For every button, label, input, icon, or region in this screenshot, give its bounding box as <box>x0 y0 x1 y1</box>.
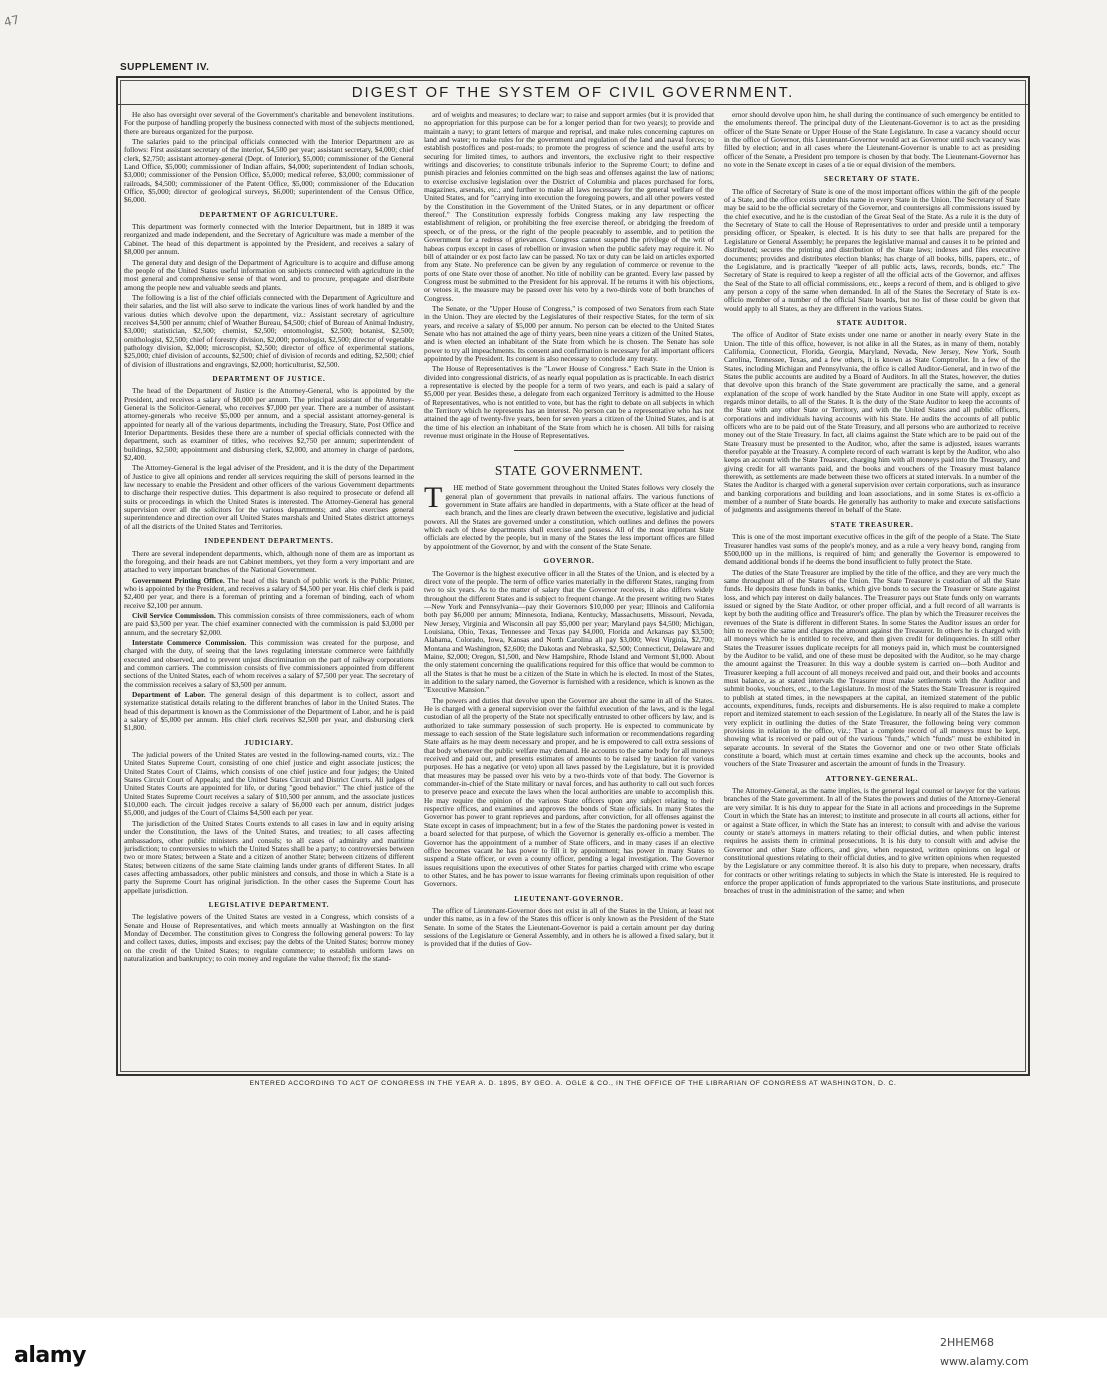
page-title: DIGEST OF THE SYSTEM OF CIVIL GOVERNMENT. <box>351 84 795 101</box>
section-heading-attorney-general: ATTORNEY-GENERAL. <box>825 774 919 783</box>
paragraph: The duties of the State Treasurer are implied by the title of the office, and they are very much the same throughout all of the States of the Union. The State Treasurer is custodian of all the State funds. He deposits these funds in banks, which give bonds to secure the Treasurer or State against loss, and which pay interest on daily balances. The Treasurer pays out State funds only on warrants issued or signed by the State Auditor, or other proper official, and a full record of all warrants is kept by both the auditing office and Treasurer's office. The plan by which the Treasurer receives the revenues of the State is different in different States. In some States the Auditor issues an order for him to receive the same and charges the amount against the Treasurer. In others he is charged with all moneys which he is entitled to receive, and then given credit for delinquencies. In still other States the Treasurer issues duplicate receipts for all moneys paid in, which must be countersigned by the Auditor to be valid, and one of these must be deposited with the Auditor, so he may charge the amount against the Treasurer. In this way a double system is carried on—both Auditor and Treasurer keeping a full account of all moneys received and paid out, and their books and accounts must balance, as at stated intervals the Treasurer must make settlements with the Auditor and submit books, vouchers, etc., to the Legislature. In most of the States the State Treasurer is required to publish at stated times, in the newspapers at the capital, an itemized statement of the public accounts, expenditures, funds, receipts and disbursements. He is also required to make a complete report and itemized statement to each session of the Legislature. In nearly all of the States the law is very explicit in outlining the duties of the State Treasurer, the following being very common provisions in relation to the office, viz.: That a complete record of all moneys must be kept, showing what is received or paid out of the various "funds," which "funds" must be exhibited in separate accounts. In several of the States the Governor and one or two other State officials constitute a board, which must at certain times examine and check up the accounts, books and vouchers of the State Treasurer and ascertain the amount of funds in the Treasury. <box>724 567 1020 769</box>
document-frame <box>116 76 1030 1076</box>
paragraph: The head of the Department of Justice is the Attorney-General, who is appointed by the President, and receives a salary of $8,000 per annum. The principal assistant of the Attorney-General is the Solicitor-General, who receives $7,000 per year. There are a number of assistant attorney-generals who receive $5,000 per annum, and a special assistant attorney-general is appointed for nearly all of the various departments, including the Treasury, State, Post Office and Interior Departments. Besides these there are a number of special officials connected with the department, such as examiner of titles, who receives $2,750 per annum; superintendent of buildings, $2,500; appointment and disbursing clerk, $2,000, and attorney in charge of pardons, $2,400. <box>124 386 414 463</box>
alamy-logo: alamy <box>14 1343 86 1368</box>
paragraph: He also has oversight over several of the Government's charitable and benevolent institutions. For the purpose of handling properly the business connected with most of the subjects mentioned, there are bureaus organized for the purpose. <box>124 111 414 136</box>
paragraph: The general duty and design of the Department of Agriculture is to acquire and diffuse among the people of the United States useful information on subjects connected with agriculture in the most general and comprehensive sense of that word, and to procure, propagate and distribute among the people new and valuable seeds and plants. <box>124 257 414 292</box>
paragraph-text: HE method of State government throughout the United States follows very closely the general plan of government that prevails in national affairs. The various functions of government in State affairs are handled in departments, with a State officer at the head of each branch, and the lines are clearly drawn between the executive, legislative and judicial powers. All the States are governed under a constitution, which outlines and defines the powers which each of these departments shall exercise and possess. All of the most important State officials are elected by the people, but in many of the States the less important offices are filled by appointment of the Governor, by and with the consent of the State Senate. <box>424 483 714 551</box>
paragraph-printing-office <box>124 577 414 610</box>
paragraph: The jurisdiction of the United States Courts extends to all cases in law and in equity arising under the Constitution, the laws of the United States, and treaties; to all cases affecting ambassadors, other public ministers and consuls; to all cases of admiralty and maritime jurisdiction; to controversies to which the United States shall be a party; to controversies between two or more States; between a State and a citizen of another State; between citizens of different States; between citizens of the same State claiming lands under grants of different States. In all cases affecting ambassadors, other public ministers and consuls, and those in which a State is a party the Supreme Court has original jurisdiction. In the other cases the Supreme Court has appellate jurisdiction. <box>124 818 414 895</box>
paragraph: The legislative powers of the United States are vested in a Congress, which consists of a Senate and House of Representatives, and which meets annually at Washington on the first Monday of December. The constitution gives to Congress the following general powers: To lay and collect taxes, duties, imposts and excises; pay the debts of the United States; borrow money on the credit of the United States; to regulate commerce; to establish uniform laws on naturalization and bankruptcy; to coin money and regulate the value thereof; fix the stand- <box>124 912 414 963</box>
paragraph: ernor should devolve upon him, he shall during the continuance of such emergency be entitled to the emoluments thereof. The principal duty of the Lieutenant-Governor is to act as the presiding officer of the State Senate or Upper House of the State Legislature. In case a vacancy should occur in the office of Governor, this Lieutenant-Governor would act as Governor until such vacancy was filled by election; and in all cases where the Lieutenant-Governor is unable to act as presiding officer of the Senate, a President pro tempore is chosen by that body. The Lieutenant-Governor has no vote in the Senate except in cases of a tie or equal division of the members. <box>724 111 1020 170</box>
paragraph: The Attorney-General is the legal adviser of the President, and it is the duty of the Department of Justice to give all opinions and render all services requiring the skill of persons learned in the law necessary to enable the President and other officers of the various Government departments to discharge their respective duties. This department is also required to prosecute or defend all suits or proceedings in which the United States is interested. The Attorney-General has general supervision over all the solicitors for the various departments; and also exercises general superintendence and direction over all United States marshals and United States district attorneys of all the districts of the United States and Territories. <box>124 463 414 531</box>
paragraph: The office of Auditor of State exists under one name or another in nearly every State in the Union. The title of this office, however, is not alike in all the States, as in many of them, notably California, Connecticut, Florida, Georgia, Maryland, Nevada, New Jersey, New York, South Carolina, Tennessee, Texas, and a few others, it is known as State Comptroller. In a few of the States, including Michigan and Pennsylvania, the office is called Auditor-General, and in two of the States the public accounts are audited by a Board of Auditors. In all the States, however, the duties that devolve upon this branch of the State government are practically the same, and a general explanation of the scope of work handled by the State Auditor in one State will apply, except as regards minor details, to all of the States. It is the duty of the State Auditor to keep the accounts of the State with any other State or Territory, and with the United States and all public officers, corporations and individuals having accounts with his State. He audits the accounts of all public officers who are to be paid out of the State Treasury, and all persons who are authorized to receive money out of the State Treasury. In fact, all claims against the State which are to be paid out of the State Treasury must be presented to the Auditor, who, after the same is adjusted, issues warrants therefor payable at the Treasury. A complete record of each warrant is kept by the Auditor, who also keeps an account with the State Treasurer, charging him with all moneys paid into the Treasury, and giving credit for all warrants paid, and the books and vouchers of the Treasury must balance therewith, as settlements are made between these two officers at stated intervals. In a number of the States the Auditor is charged with a general supervision over certain corporations, such as insurance and banking corporations and building and loan associations, and in some States is ex-officio a member of a number of State boards. He generally has authority to make and execute satisfactions of judgments and assignments thereof in behalf of the State. <box>724 330 1020 515</box>
paragraph: ard of weights and measures; to declare war; to raise and support armies (but it is provided that no appropriation for this purpose can be for a longer period than for two years); to provide and maintain a navy; to grant letters of marque and reprisal, and make rules concerning captures on land and water; to make rules for the government and regulation of the land and naval forces; to establish postoffices and post-roads; to promote the progress of science and the useful arts by securing for limited times, to authors and inventors, the exclusive right to their respective writings and discoveries; to constitute tribunals inferior to the Supreme Court; to define and punish piracies and felonies committed on the high seas and offenses against the law of nations; to exercise exclusive legislation over the District of Columbia and places purchased for forts, magazines, arsenals, etc.; and further to make all laws necessary for the general welfare of the United States, and for "carrying into execution the foregoing powers, and all other powers vested by the Constitution in the Government of the United States, or in any department or officer thereof." The Constitution expressly forbids Congress making any law respecting the establishment of religion, or prohibiting the free exercise thereof, or abridging the freedom of speech, or of the press, or the right of the people peaceably to assemble, and to petition the Government for a redress of grievances. Congress cannot suspend the privilege of the writ of habeas corpus except in cases of rebellion or invasion when the public safety may require it. No bill of attainder or ex post facto law can be passed. No tax or duty can be laid on articles exported from any State. No preference can be given by any regulation of commerce or revenue to the ports of one State over those of another. No title of nobility can be granted. Every law passed by Congress must be submitted to the President for his approval. If he returns it with his objections, or vetoes it, the measure may be passed over his veto by a two-thirds vote of both branches of Congress. <box>424 111 714 303</box>
section-heading-state-treasurer: STATE TREASURER. <box>830 520 914 529</box>
column-3 <box>724 111 1020 1068</box>
paragraph-interstate-commerce <box>124 639 414 689</box>
paragraph: There are several independent departments, which, although none of them are as important as the foregoing, and their heads are not Cabinet members, yet they form a very important and are attached to very important branches of the National Government. <box>124 548 414 575</box>
paragraph: The judicial powers of the United States are vested in the following-named courts, viz.: The United States Supreme Court, consisting of one chief justice and eight associate justices; the United States Court of Claims, which consists of one chief justice and four judges; the United States Circuit Court of Appeals; and the United States Circuit and District Courts. All judges of United States Courts are appointed for life, or during "good behavior." The chief justice of the United States Supreme Court receives a salary of $10,500 per annum, and the associate justices $10,000 each. The circuit judges receive a salary of $6,000 each per annum, district judges $5,000, and judges of the Court of Claims $4,500 each per year. <box>124 750 414 818</box>
lead-interstate-commerce: Interstate Commerce Commission. <box>132 637 247 647</box>
paragraph-text: The general design of this department is to collect, assort and systematize statistical details relating to the different branches of labor in the United States. The head of this department is known as the Commissioner of the Department of Labor, and he is paid a salary of $5,000 per annum. His chief clerk receives $2,500 per year, and disbursing clerk $1,800. <box>124 690 414 733</box>
paragraph: The House of Representatives is the "Lower House of Congress." Each State in the Union is divided into congressional districts, of as nearly equal population as is practicable. In each district a representative is elected by the people for a term of two years, and each is paid a salary of $5,000 per year. Besides these, a delegate from each organized Territory is admitted to the House of Representatives, who is not entitled to vote, but has the right to debate on all subjects in which the Territory which he represents has an interest. No person can be a representative who has not attained the age of twenty-five years, been for seven years a citizen of the United States, and is at the time of his election an inhabitant of the State from which he is chosen. All bills for raising revenue must originate in the House of Representatives. <box>424 364 714 441</box>
watermark-bar <box>0 1318 1107 1390</box>
section-rule <box>514 450 624 451</box>
section-heading-state-auditor: STATE AUDITOR. <box>836 318 908 327</box>
section-heading-legislative: LEGISLATIVE DEPARTMENT. <box>208 900 330 909</box>
paragraph: The following is a list of the chief officials connected with the Department of Agriculture and their salaries, and the list will also serve to indicate the various lines of work handled by and the various duties which devolve upon the department, viz.: Assistant secretary of agriculture receives $4,500 per annum; chief of Weather Bureau, $4,500; chief of Bureau of Animal Industry, $3,000; statistician, $2,500; chemist, $2,500; entomologist, $2,500; botanist, $2,500; ornithologist, $2,500; chief of forestry division, $2,000; pomologist, $2,500; director of vegetable pathology division, $2,000; microscopist, $2,500; director of office of experimental stations, $25,000; chief division of accounts, $2,500; chief of division of records and editing, $2,500; chief of division of illustrations and engravings, $2,000; horticulturist, $2,500. <box>124 292 414 369</box>
paragraph-civil-service <box>124 612 414 637</box>
paragraph-text: The head of this branch of public work is the Public Printer, who is appointed by the President, and receives a salary of $4,500 per year. His chief clerk is paid $2,400 per year, and there is a foreman of printing and a foreman of binding, each of whom receive $2,100 per annum. <box>124 575 414 610</box>
section-heading-lieutenant-governor: LIEUTENANT-GOVERNOR. <box>514 894 624 903</box>
supplement-label: SUPPLEMENT IV. <box>120 62 210 73</box>
state-government-block <box>424 450 714 551</box>
paragraph-text: This commission was created for the purpose, and charged with the duty, of seeing that the laws regulating interstate commerce were faithfully executed and observed, and to prevent unjust discrimination on the part of railway corporations and common carriers. The commission consists of five commissioners appointed from different sections of the United States, each of whom receives a salary of $7,500 per year. The secretary of the commission receives a salary of $3,500 per annum. <box>124 637 414 689</box>
lead-civil-service: Civil Service Commission. <box>132 610 216 620</box>
paragraph: This is one of the most important executive offices in the gift of the people of a State. The State Treasurer handles vast sums of the people's money, and as a rule a very heavy bond, ranging from $500,000 up in the millions, is required of him; and generally the Governor is empowered to demand additional bonds if he deems the bond insufficient to fully protect the State. <box>724 532 1020 567</box>
paragraph: The office of Secretary of State is one of the most important offices within the gift of the people of a State, and the office exists under this name in every State in the Union. The Secretary of State may be said to be the official secretary of the Governor, and countersigns all commissions issued by the chief executive, and he is the custodian of the Great Seal of the State. As a rule it is the duty of the Secretary of State to call the House of Representatives to order and preside until a temporary presiding officer, or Speaker, is elected. It is his duty to see that halls are prepared for the Legislature or General Assembly; he prepares the legislative manual and causes it to be printed and distributed; secures the printing and distribution of the State laws; indexes and files executive documents; provides and distributes election blanks; has charge of all books, bills, papers, etc., of the Legislature, and is practically "keeper of all public acts, laws, records, bonds, etc." The Secretary of State is required to keep a register of all the official acts of the Governor, and affixes the Seal of the State to all official commissions, etc., keeps a record of them, and is obliged to give any person a copy of the same when demanded. In all of the States the Secretary of State is ex-officio member of a number of the official State boards, but no list of these could be given that would apply to all States, as they are different in the various States. <box>724 186 1020 313</box>
paragraph: The Senate, or the "Upper House of Congress," is composed of two Senators from each State in the Union. They are elected by the Legislatures of their respective States, for the term of six years, and receive a salary of $5,000 per annum. No person can be elected to the United States Senate who has not attained the age of thirty years, been nine years a citizen of the United States, and is when elected an inhabitant of the State from which he is chosen. The Senate has sole power to try all impeachments. Its consent and confirmation is necessary for all important officers appointed by the President. Its consent is also necessary to conclude any treaty. <box>424 303 714 363</box>
column-2 <box>424 111 714 1068</box>
watermark-url: www.alamy.com <box>940 1355 1029 1368</box>
section-heading-independent: INDEPENDENT DEPARTMENTS. <box>204 537 334 546</box>
section-heading-governor: GOVERNOR. <box>543 557 595 566</box>
lead-printing-office: Government Printing Office. <box>132 575 225 585</box>
drop-cap: T <box>424 481 443 515</box>
paragraph-labor <box>124 691 414 733</box>
image-id: 2HHEM68 <box>940 1336 994 1349</box>
corner-pencil-mark: 47 <box>2 12 21 30</box>
section-heading-secretary-of-state: SECRETARY OF STATE. <box>823 175 921 184</box>
copyright-footer: ENTERED ACCORDING TO ACT OF CONGRESS IN THE YEAR A. D. 1895, BY GEO. A. OGLE & CO., IN THE OFFICE OF THE LIBRARIAN OF CONGRESS AT WASHINGTON, D. C. <box>249 1080 897 1087</box>
paragraph: The powers and duties that devolve upon the Governor are about the same in all of the States. He is charged with a general supervision over the faithful execution of the laws, and is the legal custodian of all the property of the State not specifically entrusted to other officers by law, and is authorized to take summary possession of such property. He is expected to communicate by message to each session of the State legislature such information or recommendations regarding State affairs as he may deem necessary and proper, and he is empowered to call extra sessions of that body whenever the public welfare may demand. He accounts to the same body for all moneys received and paid out, and presents estimates of amounts to be raised by taxation for various purposes. He has a negative (or veto) upon all laws passed by the Legislature, but it is provided that measures may be passed over his veto by a two-thirds vote of that body. The Governor is commander-in-chief of the State military or naval forces, and has authority to call out such forces to preserve peace and execute the laws when the local authorities are unable to accomplish this. He may require the opinion of the various State officers upon any subject relating to their respective offices, and examines and approves the bonds of State officials. In many States the Governor has power to grant reprieves and pardons, after conviction, for all offenses against the State except in cases of impeachment; but in a few of the States the pardoning power is vested in a board selected for that purpose, of which the Governor is generally ex-officio a member. The Governor has the appointment of a number of State officers, and in many cases if an elective office becomes vacant he has power to fill it by appointment; has power in many States to suspend a State officer, or even a county officer, pending a legal investigation. The Governor issues requisitions upon the executives of other States for parties charged with crime who escape to other States, and he has power to issue warrants for fleeing criminals upon requisition of other Governors. <box>424 695 714 889</box>
paragraph-with-dropcap <box>424 481 714 551</box>
column-1 <box>124 111 414 1068</box>
paragraph: The Attorney-General, as the name implies, is the general legal counsel or lawyer for the various branches of the State government. In all of the States the powers and duties of the Attorney-General are very similar. It is his duty to appear for the State in all actions and proceedings in the Supreme Court in which the State has an interest; to institute and prosecute in all courts all actions, either for or against a State officer, in which the State has an interest; to consult with and advise the various county or state's attorneys in matters relating to their official duties, and when public interest requires he assists them in criminal prosecutions. It is his duty to consult with and advise the Governor and other State officers, and give, when requested, written opinions on legal or constitutional questions relating to their official duties, and to give written opinions when requested by the Legislature or any committee thereof. It is also his duty to prepare, when necessary, drafts for contracts or other writings relating to subjects in which the State is interested. He is required to enforce the proper application of funds appropriated to the various State institutions, and prosecute breaches of trust in the administration of the same; and when <box>724 786 1020 896</box>
paragraph: This department was formerly connected with the Interior Department, but in 1889 it was reorganized and made independent, and the Secretary of Agriculture was made a member of the Cabinet. The head of this department is appointed by the President, and receives a salary of $8,000 per annum. <box>124 222 414 257</box>
paragraph-text: This commission consists of three commissioners, each of whom are paid $3,500 per year. The chief examiner connected with the commission is paid $3,000 per annum, and the secretary $2,000. <box>124 610 414 637</box>
paragraph: The Governor is the highest executive officer in all the States of the Union, and is elected by a direct vote of the people. The term of office varies materially in the different States, ranging from two to six years. As to the matter of salary that the Governor receives, it also differs widely throughout the different States and is subject to frequent change. At the present writing two States—New York and Pennsylvania—pay their Governors $10,000 per year; Illinois and California both pay $6,000 per annum; Minnesota, Indiana, Kentucky, Massachusetts, Missouri, Nevada, New Jersey, Virginia and Wisconsin all pay $5,000 per year; Maryland pays $4,500; Michigan, Louisiana, Ohio, Texas, Tennessee and Texas pay $4,000, Florida and Arkansas pay $3,500; Alabama, Colorado, Iowa, Kansas and North Carolina all pay $3,000; West Virginia, $2,700; Montana and Washington, $2,600; the Dakotas and Nebraska, $2,500; Connecticut, Delaware and Maine, $2,000; Oregon, $1,500, and New Hampshire, Rhode Island and Vermont $1,000. About the only statement concerning the qualifications required for this office that would be common to all the States is that he must be a citizen of the State in which he is elected. In most of the States, in addition to the salary named, the Governor is furnished with a residence, which is known as the "Executive Mansion." <box>424 568 714 695</box>
paragraph: The salaries paid to the principal officials connected with the Interior Department are as follows: First assistant secretary of the interior, $4,500 per year; assistant secretary, $4,000; chief clerk, $2,750; assistant attorney-general (Dept. of Interior), $5,000; commissioner of the General Land Office, $5,000; commissioner of Indian affairs, $4,000; superintendent of Indian schools, $3,000; commissioner of the Pension Office, $5,000; medical referee, $3,000; commissioner of railroads, $4,500; commissioner of the Patent Office, $5,000; commissioner of the Education Office, $5,000; director of geological surveys, $6,000; superintendent of the Census Office, $6,000. <box>124 137 414 205</box>
section-heading-justice: DEPARTMENT OF JUSTICE. <box>212 374 326 383</box>
section-heading-judiciary: JUDICIARY. <box>244 738 294 747</box>
lead-labor: Department of Labor. <box>132 690 206 699</box>
state-government-title: STATE GOVERNMENT. <box>494 463 644 479</box>
title-rule <box>118 104 1028 105</box>
paragraph: The office of Lieutenant-Governor does not exist in all of the States in the Union, at least not under this name, as in a few of the States this officer is only known as the President of the State Senate. In some of the States the Lieutenant-Governor is paid a certain amount per day during sessions of the Legislature or General Assembly, and in others he is allowed a fixed salary, but it is provided that if the duties of Gov- <box>424 905 714 949</box>
section-heading-agriculture: DEPARTMENT OF AGRICULTURE. <box>199 210 339 219</box>
